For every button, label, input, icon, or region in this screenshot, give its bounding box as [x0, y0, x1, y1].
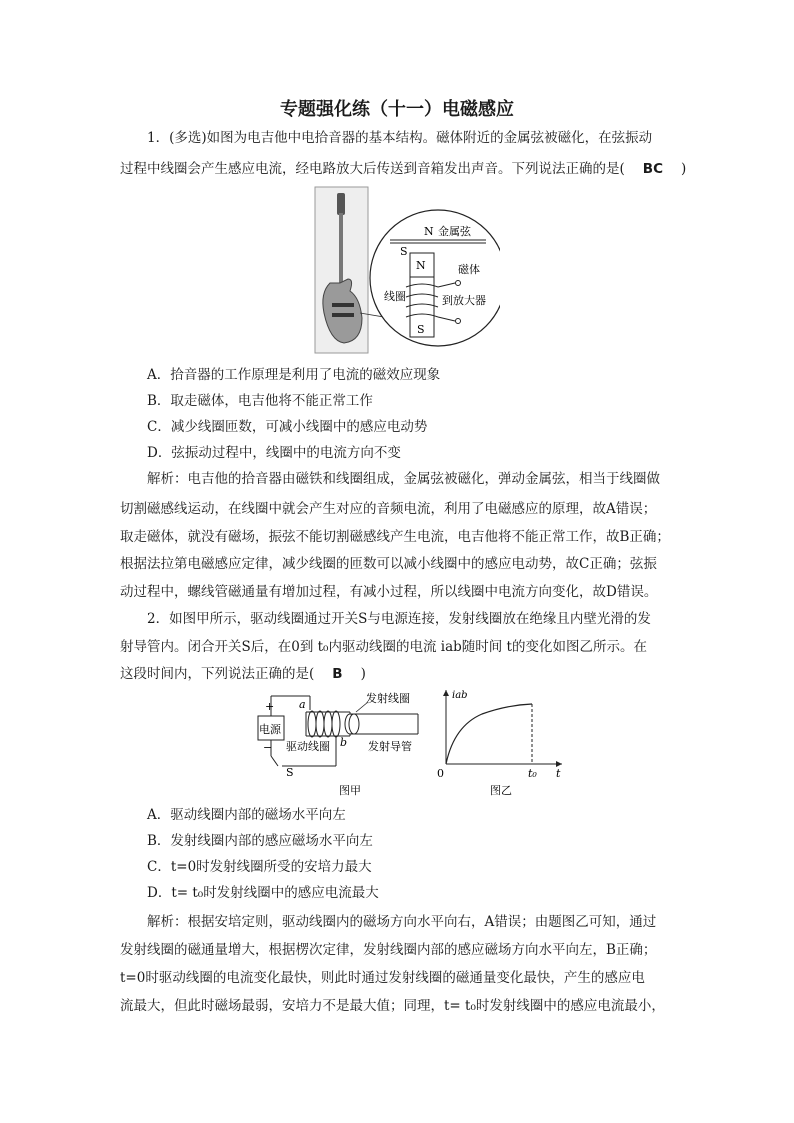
- q2-option-c: C．t=0时发射线圈所受的安培力最大: [147, 859, 372, 875]
- q1-stem-line-1: 1．(多选)如图为电吉他中电拾音器的基本结构。磁体附近的金属弦被磁化，在弦振动: [147, 130, 653, 146]
- fig2a-caption: 图甲: [339, 784, 361, 797]
- fig1-s-bottom: S: [417, 323, 425, 336]
- page-title: 专题强化练（十一）电磁感应: [280, 99, 514, 120]
- fig2b-t0: t₀: [528, 767, 537, 780]
- q2-stem-line-1: 2．如图甲所示，驱动线圈通过开关S与电源连接，发射线圈放在绝缘且内壁光滑的发: [147, 611, 651, 627]
- q2-answer: B: [332, 666, 343, 682]
- q2-analysis-line-2: 发射线圈的磁通量增大，根据楞次定律，发射线圈内部的感应磁场方向水平向左，B正确；: [120, 942, 657, 958]
- fig2a-tube-label: 发射导管: [368, 740, 412, 753]
- q1-analysis-line-2: 切割磁感线运动，在线圈中就会产生对应的音频电流，利用了电磁感应的原理，故A错误；: [120, 501, 657, 517]
- q2-option-a: A．驱动线圈内部的磁场水平向左: [147, 807, 346, 823]
- fig1-n-magnet: N: [416, 259, 426, 272]
- fig1-string-label: 金属弦: [438, 225, 471, 238]
- fig2a-drive-label: 驱动线圈: [286, 740, 330, 753]
- q2-figure-b: [432, 686, 572, 798]
- q1-analysis-line-3: 取走磁体，就没有磁场，振弦不能切割磁感线产生电流，电吉他将不能正常工作，故B正确；: [120, 529, 670, 545]
- q2-option-b: B．发射线圈内部的感应磁场水平向左: [147, 833, 373, 849]
- q2-stem-close: ): [360, 666, 366, 682]
- fig2a-switch-label: S: [286, 766, 294, 779]
- q1-option-a: A．拾音器的工作原理是利用了电流的磁效应现象: [147, 367, 441, 383]
- fig2a-b-label: b: [340, 736, 348, 749]
- fig2b-y-label: iab: [452, 690, 468, 701]
- fig1-n-top: N: [424, 225, 434, 238]
- fig2b-x-label: t: [556, 767, 561, 780]
- q1-option-d: D．弦振动过程中，线圈中的电流方向不变: [147, 445, 401, 461]
- q2-analysis-line-1: 解析：根据安培定则，驱动线圈内的磁场方向水平向右，A错误；由题图乙可知，通过: [147, 914, 657, 930]
- q1-stem-text: 过程中线圈会产生感应电流，经电路放大后传送到音箱发出声音。下列说法正确的是(: [120, 161, 625, 177]
- fig1-amp-label: 到放大器: [442, 294, 486, 307]
- q1-analysis-line-1: 解析：电吉他的拾音器由磁铁和线圈组成，金属弦被磁化，弹动金属弦，相当于线圈做: [147, 471, 660, 487]
- q2-stem-line-3: [120, 665, 366, 683]
- q1-figure: [310, 183, 500, 358]
- q2-analysis-line-4: 流最大，但此时磁场最弱，安培力不是最大值；同理，t= t₀时发射线圈中的感应电流最小，: [120, 998, 665, 1014]
- fig1-coil-label: 线圈: [384, 290, 406, 303]
- q2-stem-line-2: 射导管内。闭合开关S后，在0到 t₀内驱动线圈的电流 iab随时间 t的变化如图乙所示。在: [120, 639, 647, 655]
- fig2b-caption: 图乙: [490, 784, 512, 797]
- drive-coil-icon: [308, 711, 340, 737]
- q2-figure-a: [250, 688, 430, 798]
- pickup-detail-circle: [370, 210, 500, 346]
- current-curve: [446, 704, 532, 764]
- q1-stem-line-2: [120, 160, 686, 178]
- fig1-s-top: S: [400, 245, 408, 258]
- q2-stem-text: 这段时间内，下列说法正确的是(: [120, 666, 315, 682]
- fig2a-source-label: 电源: [259, 723, 281, 736]
- q1-option-c: C．减少线圈匝数，可减小线圈中的感应电动势: [147, 419, 428, 435]
- fig2b-origin: 0: [437, 767, 444, 780]
- q1-option-b: B．取走磁体，电吉他将不能正常工作: [147, 393, 373, 409]
- q2-option-d: D．t= t₀时发射线圈中的感应电流最大: [147, 885, 379, 901]
- q1-answer: BC: [642, 161, 663, 177]
- q2-analysis-line-3: t=0时驱动线圈的电流变化最快，则此时通过发射线圈的磁通量变化最快，产生的感应电: [120, 970, 645, 986]
- fig2a-plus: +: [265, 700, 275, 713]
- fig2a-launch-label: 发射线圈: [366, 692, 410, 705]
- q1-analysis-line-5: 动过程中，螺线管磁通量有增加过程，有减小过程，所以线圈中电流方向变化，故D错误。: [120, 584, 658, 600]
- q1-analysis-line-4: 根据法拉第电磁感应定律，减少线圈的匝数可以减小线圈中的感应电动势，故C正确；弦振: [120, 556, 657, 572]
- fig2a-minus: −: [263, 741, 273, 754]
- fig2a-a-label: a: [299, 698, 306, 711]
- fig1-magnet-label: 磁体: [458, 263, 480, 276]
- q1-stem-close: ): [680, 161, 687, 177]
